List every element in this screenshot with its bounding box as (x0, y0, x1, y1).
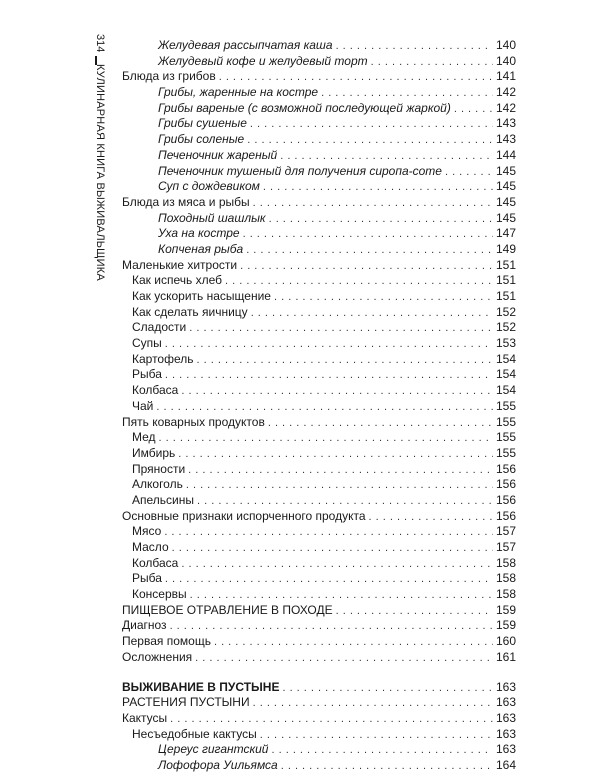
toc-entry-title: Как сделать яичницу (132, 304, 248, 319)
toc-entry[interactable] (122, 680, 516, 696)
toc-entry[interactable] (122, 571, 516, 587)
toc-entry-page: 151 (495, 289, 516, 303)
dot-leader (269, 211, 493, 228)
toc-entry[interactable] (122, 711, 516, 727)
toc-entry-title: Грибы, жаренные на костре (158, 85, 319, 100)
toc-entry-page: 164 (495, 757, 516, 772)
toc-entry-page: 163 (495, 679, 516, 694)
toc-entry[interactable] (122, 164, 516, 180)
toc-entry-title: Как испечь хлеб (132, 273, 222, 288)
dot-leader (219, 69, 493, 86)
toc-entry-title: Картофель (132, 351, 194, 366)
toc-entry[interactable] (122, 273, 516, 289)
dot-leader (247, 132, 493, 149)
toc-entry-page: 155 (495, 398, 516, 413)
toc-entry-page: 145 (495, 163, 516, 178)
dot-leader (336, 603, 493, 620)
toc-entry-title: Сладости (132, 320, 187, 335)
toc-entry[interactable] (122, 258, 516, 274)
toc-entry-title: Осложнения (122, 649, 193, 664)
toc-entry-title: Цереус гигантский (158, 742, 269, 757)
toc-entry-title: Основные признаки испорченного продукта (122, 508, 366, 523)
toc-entry-page: 152 (495, 304, 516, 319)
toc-entry[interactable] (122, 587, 516, 603)
dot-leader (172, 540, 493, 557)
toc-entry[interactable] (122, 446, 516, 462)
dot-leader (225, 273, 493, 290)
dot-leader (263, 179, 493, 196)
toc-entry-page: 140 (495, 53, 516, 68)
page-number: 314 (94, 34, 106, 53)
toc-entry-page: 159 (495, 618, 516, 633)
dot-leader (178, 446, 493, 463)
toc-entry-page: 154 (495, 367, 516, 382)
dot-leader (159, 430, 493, 447)
toc-entry-title: Грибы сушеные (158, 116, 247, 131)
toc-entry[interactable] (122, 650, 516, 666)
dot-leader (186, 477, 493, 494)
toc-entry-page: 154 (495, 351, 516, 366)
toc-entry-title: Печеночник тушеный для получения сиропа-соте (158, 163, 442, 178)
toc-entry-page: 143 (495, 132, 516, 147)
dot-leader (253, 695, 493, 712)
toc-entry-title: Лофофора Уильямса (158, 757, 278, 772)
toc-entry-page: 147 (495, 226, 516, 241)
toc-entry-page: 158 (495, 587, 516, 602)
toc-entry[interactable] (122, 727, 516, 743)
toc-entry[interactable] (122, 758, 516, 774)
dot-leader (371, 54, 493, 71)
toc-entry[interactable] (122, 320, 516, 336)
toc-entry[interactable] (122, 289, 516, 305)
toc-entry-page: 158 (495, 555, 516, 570)
toc-entry[interactable] (122, 462, 516, 478)
dot-leader (271, 742, 492, 759)
toc-entry-title: Чай (132, 398, 154, 413)
dot-leader (281, 758, 493, 775)
table-of-contents (122, 38, 516, 774)
toc-entry-page: 161 (495, 649, 516, 664)
toc-entry[interactable] (122, 85, 516, 101)
dot-leader (165, 336, 493, 353)
toc-entry[interactable] (122, 336, 516, 352)
toc-entry-page: 156 (495, 461, 516, 476)
toc-entry[interactable] (122, 634, 516, 650)
toc-entry-page: 156 (495, 477, 516, 492)
toc-entry[interactable] (122, 493, 516, 509)
toc-entry-page: 156 (495, 492, 516, 507)
toc-entry-page: 155 (495, 445, 516, 460)
dot-leader (188, 462, 493, 479)
toc-entry[interactable] (122, 69, 516, 85)
dot-leader (181, 556, 493, 573)
toc-entry[interactable] (122, 179, 516, 195)
dot-leader (197, 352, 493, 369)
toc-entry-page: 145 (495, 210, 516, 225)
toc-entry-title: Как ускорить насыщение (132, 289, 271, 303)
toc-entry[interactable] (122, 618, 516, 634)
dot-leader (170, 711, 493, 728)
dot-leader (214, 634, 493, 651)
toc-entry[interactable] (122, 242, 516, 258)
toc-entry[interactable] (122, 101, 516, 117)
toc-entry-title: Масло (132, 540, 169, 554)
toc-entry-title: Желудевый кофе и желудевый торт (158, 53, 368, 68)
toc-entry-title: Несъедобные кактусы (132, 726, 257, 741)
toc-entry-title: Колбаса (132, 383, 179, 398)
toc-entry-title: Печеночник жареный (158, 147, 278, 162)
dot-leader (195, 650, 493, 667)
toc-entry[interactable] (122, 195, 516, 211)
dot-leader (250, 116, 493, 133)
toc-entry[interactable] (122, 556, 516, 572)
dot-leader (243, 226, 493, 243)
toc-entry-title: Алкоголь (132, 477, 183, 492)
dot-leader (253, 195, 493, 212)
toc-entry-page: 157 (495, 524, 516, 539)
toc-entry-page: 153 (495, 336, 516, 351)
toc-entry-page: 163 (495, 726, 516, 741)
toc-entry-title: Кактусы (122, 710, 168, 725)
toc-entry-page: 144 (495, 147, 516, 162)
toc-entry[interactable] (122, 742, 516, 758)
toc-entry-page: 143 (495, 116, 516, 131)
toc-entry[interactable] (122, 509, 516, 525)
toc-entry-page: 145 (495, 179, 516, 194)
dot-leader (240, 258, 493, 275)
toc-entry[interactable] (122, 367, 516, 383)
dot-leader (189, 320, 493, 337)
toc-entry-title: Копченая рыба (158, 241, 244, 256)
toc-entry[interactable] (122, 603, 516, 619)
toc-entry-page: 149 (495, 241, 516, 256)
dot-leader (197, 493, 493, 510)
toc-entry-page: 160 (495, 634, 516, 649)
toc-entry-title: Мясо (132, 524, 162, 539)
toc-entry-page: 155 (495, 414, 516, 429)
toc-entry[interactable] (122, 524, 516, 540)
toc-entry-title: Консервы (132, 587, 187, 602)
toc-entry-page: 151 (495, 257, 516, 272)
running-title: КУЛИНАРНАЯ КНИГА ВЫЖИВАЛЬЩИКА (94, 64, 106, 281)
toc-entry-page: 157 (495, 540, 516, 554)
toc-entry-title: Рыба (132, 367, 162, 382)
dot-leader (251, 305, 493, 322)
dot-leader (181, 383, 493, 400)
toc-entry-page: 141 (495, 69, 516, 84)
toc-entry-title: Апельсины (132, 492, 194, 507)
toc-entry-title: Колбаса (132, 555, 179, 570)
toc-entry[interactable] (122, 226, 516, 242)
toc-entry-title: Желудевая рассыпчатая каша (158, 38, 333, 52)
dot-leader (268, 415, 493, 432)
dot-leader (165, 367, 493, 384)
toc-entry[interactable] (122, 352, 516, 368)
dot-leader (164, 524, 493, 541)
toc-entry-page: 140 (495, 38, 516, 52)
toc-entry-page: 163 (495, 710, 516, 725)
toc-entry-title: Первая помощь (122, 634, 211, 649)
dot-leader (190, 587, 493, 604)
toc-entry[interactable] (122, 116, 516, 132)
toc-entry-title: Грибы вареные (с возможной последующей жаркой) (158, 100, 451, 115)
toc-entry-title: Диагноз (122, 618, 167, 633)
toc-entry[interactable] (122, 383, 516, 399)
toc-entry-title: Пряности (132, 461, 186, 476)
toc-entry-title: ПИЩЕВОЕ ОТРАВЛЕНИЕ В ПОХОДЕ (122, 602, 333, 617)
dot-leader (280, 148, 493, 165)
toc-entry-title: Рыба (132, 571, 162, 586)
toc-entry-title: Имбирь (132, 445, 176, 460)
toc-entry-title: Мед (132, 430, 156, 445)
toc-entry[interactable] (122, 38, 516, 54)
toc-entry-title: Пять коварных продуктов (122, 414, 265, 429)
toc-entry-page: 151 (495, 273, 516, 288)
toc-entry-title: Уха на костре (158, 226, 240, 241)
toc-entry[interactable] (122, 695, 516, 711)
toc-entry-page: 163 (495, 742, 516, 757)
toc-entry[interactable] (122, 540, 516, 556)
dot-leader (369, 509, 493, 526)
toc-entry[interactable] (122, 305, 516, 321)
toc-entry-title: Блюда из мяса и рыбы (122, 194, 250, 209)
toc-entry-page: 158 (495, 571, 516, 586)
toc-entry[interactable] (122, 54, 516, 70)
toc-entry-page: 163 (495, 695, 516, 710)
dot-leader (336, 38, 493, 55)
toc-entry[interactable] (122, 148, 516, 164)
toc-entry-title: Блюда из грибов (122, 69, 216, 84)
toc-entry[interactable] (122, 132, 516, 148)
dot-leader (454, 101, 493, 118)
toc-entry-page: 142 (495, 85, 516, 100)
toc-entry[interactable] (122, 430, 516, 446)
section-gap (122, 666, 516, 680)
dot-leader (170, 618, 493, 635)
toc-entry-page: 145 (495, 194, 516, 209)
toc-entry[interactable] (122, 415, 516, 431)
dot-leader (156, 399, 493, 416)
toc-entry-title: ВЫЖИВАНИЕ В ПУСТЫНЕ (122, 679, 280, 694)
toc-entry-title: Супы (132, 336, 162, 351)
dot-leader (274, 289, 493, 306)
toc-entry[interactable] (122, 399, 516, 415)
toc-entry-page: 159 (495, 602, 516, 617)
toc-entry-title: Походный шашлык (158, 210, 266, 225)
dot-leader (445, 164, 493, 181)
dot-leader (246, 242, 493, 259)
dot-leader (165, 571, 493, 588)
toc-entry-page: 156 (495, 508, 516, 523)
toc-entry-page: 142 (495, 100, 516, 115)
toc-entry-title: Суп с дождевиком (158, 179, 260, 194)
toc-entry[interactable] (122, 211, 516, 227)
toc-entry-title: РАСТЕНИЯ ПУСТЫНИ (122, 695, 250, 710)
dot-leader (321, 85, 493, 102)
toc-entry-page: 154 (495, 383, 516, 398)
toc-entry-page: 152 (495, 320, 516, 335)
toc-entry-page: 155 (495, 430, 516, 445)
dot-leader (260, 727, 493, 744)
toc-entry-title: Грибы соленые (158, 132, 245, 147)
toc-entry[interactable] (122, 477, 516, 493)
dot-leader (282, 680, 493, 697)
toc-entry-title: Маленькие хитрости (122, 257, 238, 272)
